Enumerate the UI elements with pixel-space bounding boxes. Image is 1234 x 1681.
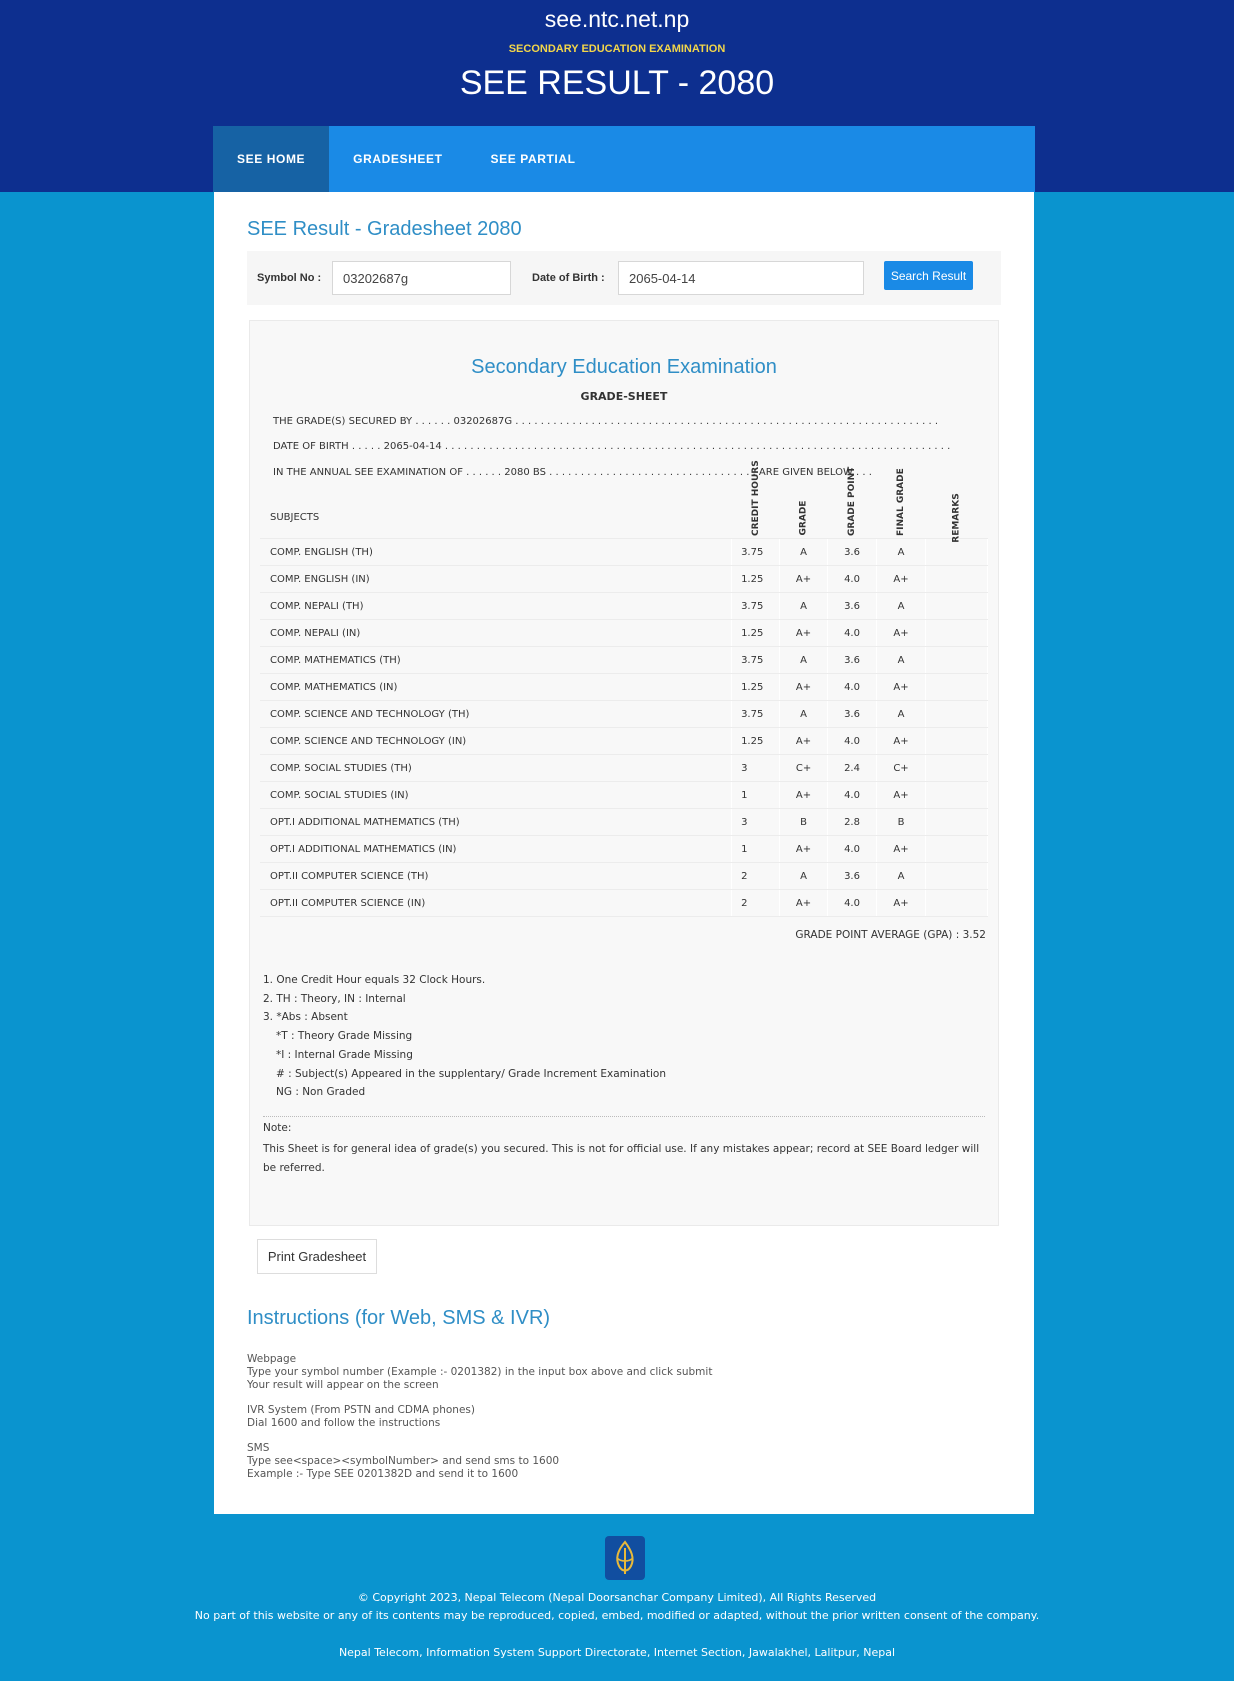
credit-hours-cell: 3 [732, 809, 780, 836]
subject-cell: COMP. MATHEMATICS (TH) [260, 647, 732, 674]
credit-hours-cell: 2 [732, 890, 780, 917]
credit-hours-cell: 2 [732, 863, 780, 890]
table-row [260, 836, 988, 863]
remarks-cell [926, 647, 988, 674]
gradesheet [249, 320, 999, 1226]
remarks-header: REMARKS [951, 492, 962, 543]
table-row [260, 593, 988, 620]
credit-hours-cell: 1.25 [732, 728, 780, 755]
note-item: *I : Internal Grade Missing [276, 1048, 413, 1061]
grade-cell: A+ [780, 674, 828, 701]
divider [263, 1116, 985, 1117]
legend-notes [263, 971, 666, 1102]
note-item: NG : Non Graded [276, 1086, 366, 1099]
credit-hours-cell: 1.25 [732, 566, 780, 593]
page-title: SEE Result - Gradesheet 2080 [247, 218, 522, 240]
table-row [260, 647, 988, 674]
exam-line: IN THE ANNUAL SEE EXAMINATION OF . . . . . . 2080 BS . . . . . . . . . . . . . . . . . . . . . . . . . . . . . . . . . ARE GIVEN BELOW . . . [273, 467, 872, 478]
subject-cell: OPT.II COMPUTER SCIENCE (TH) [260, 863, 732, 890]
disclaimer-note: This Sheet is for general idea of grade(s) you secured. This is not for official use. If any mistakes appear; record at SEE Board ledger will be referred. [263, 1143, 980, 1174]
instruction-line: IVR System (From PSTN and CDMA phones) [247, 1404, 475, 1416]
subject-cell: OPT.I ADDITIONAL MATHEMATICS (IN) [260, 836, 732, 863]
site-title: SEE RESULT - 2080 [459, 64, 775, 102]
col-grade-point [828, 466, 877, 539]
remarks-cell [926, 566, 988, 593]
grade-point-cell: 3.6 [828, 539, 877, 566]
remarks-cell [926, 890, 988, 917]
note-item: 2. TH : Theory, IN : Internal [263, 992, 406, 1005]
credit-hours-cell: 3 [732, 755, 780, 782]
grade-cell: B [780, 809, 828, 836]
site-subtitle: SECONDARY EDUCATION EXAMINATION [508, 43, 726, 55]
subject-cell: COMP. SOCIAL STUDIES (TH) [260, 755, 732, 782]
instruction-line: Dial 1600 and follow the instructions [247, 1417, 441, 1429]
credit-hours-cell: 1.25 [732, 674, 780, 701]
final-grade-cell: C+ [877, 755, 926, 782]
col-final-grade [877, 467, 926, 539]
remarks-cell [926, 728, 988, 755]
remarks-cell [926, 836, 988, 863]
final-grade-cell: A+ [877, 782, 926, 809]
final-grade-cell: A [877, 863, 926, 890]
footer-address: Nepal Telecom, Information System Support Directorate, Internet Section, Jawalakhel, Lalitpur, Nepal [338, 1646, 896, 1659]
final-grade-cell: A+ [877, 674, 926, 701]
grade-point-cell: 3.6 [828, 593, 877, 620]
grade-point-cell: 3.6 [828, 647, 877, 674]
print-gradesheet-button[interactable]: Print Gradesheet [257, 1239, 377, 1274]
final-grade-cell: A [877, 701, 926, 728]
grade-cell: A+ [780, 782, 828, 809]
grade-point-cell: 4.0 [828, 566, 877, 593]
subject-cell: COMP. SOCIAL STUDIES (IN) [260, 782, 732, 809]
credit-hours-cell: 1.25 [732, 620, 780, 647]
table-row [260, 728, 988, 755]
final-grade-header: FINAL GRADE [896, 467, 906, 536]
gpa-summary: GRADE POINT AVERAGE (GPA) : 3.52 [795, 929, 986, 941]
instruction-line: Your result will appear on the screen [247, 1379, 439, 1391]
ntc-logo-icon [605, 1536, 645, 1580]
grade-point-cell: 4.0 [828, 782, 877, 809]
grade-cell: A [780, 539, 828, 566]
final-grade-cell: A+ [877, 890, 926, 917]
table-row [260, 539, 988, 566]
final-grade-cell: A+ [877, 728, 926, 755]
remarks-cell [926, 782, 988, 809]
note-item: 1. One Credit Hour equals 32 Clock Hours. [263, 974, 486, 986]
instruction-line: Example :- Type SEE 0201382D and send it to 1600 [247, 1468, 519, 1480]
final-grade-cell: A+ [877, 566, 926, 593]
grade-point-cell: 3.6 [828, 701, 877, 728]
credit-hours-cell: 1 [732, 782, 780, 809]
subject-cell: COMP. SCIENCE AND TECHNOLOGY (TH) [260, 701, 732, 728]
table-row [260, 620, 988, 647]
symbol-input[interactable] [332, 261, 511, 295]
credit-hours-cell: 1 [732, 836, 780, 863]
credit-hours-header: CREDIT HOURS [750, 459, 761, 536]
final-grade-cell: A [877, 539, 926, 566]
table-row [260, 863, 988, 890]
final-grade-cell: A [877, 647, 926, 674]
col-credit-hours [732, 459, 780, 539]
nav-see-home[interactable]: SEE HOME [213, 126, 329, 192]
table-row [260, 782, 988, 809]
final-grade-cell: A+ [877, 836, 926, 863]
table-row [260, 755, 988, 782]
grade-point-cell: 4.0 [828, 890, 877, 917]
remarks-cell [926, 755, 988, 782]
grade-cell: A [780, 701, 828, 728]
grade-cell: C+ [780, 755, 828, 782]
credit-hours-cell: 3.75 [732, 539, 780, 566]
dob-label: Date of Birth : [532, 272, 605, 284]
grade-cell: A+ [780, 728, 828, 755]
nav-see-partial[interactable]: SEE PARTIAL [490, 152, 576, 166]
instructions-web [247, 1353, 712, 1392]
final-grade-cell: A+ [877, 620, 926, 647]
grade-point-cell: 4.0 [828, 674, 877, 701]
grade-point-cell: 4.0 [828, 836, 877, 863]
grade-cell: A [780, 863, 828, 890]
dob-input[interactable] [618, 261, 864, 295]
main-nav [213, 126, 1035, 192]
dob-line: DATE OF BIRTH . . . . . 2065-04-14 . . . . . . . . . . . . . . . . . . . . . . . . . . . . . . . . . . . . . . . . . . . . . . . . . . . . . . . . . . . . . . . . . . . . . . . . . . . . . . . . [273, 441, 951, 452]
grade-point-header: GRADE POINT [847, 466, 858, 536]
footer-disclaimer: No part of this website or any of its contents may be reproduced, copied, embed, modified or adapted, without the prior written consent of the company. [194, 1609, 1040, 1622]
credit-hours-cell: 3.75 [732, 701, 780, 728]
subject-cell: COMP. NEPALI (IN) [260, 620, 732, 647]
col-subjects: SUBJECTS [260, 496, 732, 539]
remarks-cell [926, 674, 988, 701]
table-row [260, 674, 988, 701]
grade-cell: A+ [780, 566, 828, 593]
instructions-sms [247, 1442, 559, 1481]
nav-gradesheet[interactable]: GRADESHEET [353, 152, 443, 166]
note-item: *T : Theory Grade Missing [276, 1030, 413, 1043]
col-grade [780, 496, 828, 539]
subject-cell: COMP. NEPALI (TH) [260, 593, 732, 620]
footer-copyright: © Copyright 2023, Nepal Telecom (Nepal Doorsanchar Company Limited), All Rights Reserved [357, 1591, 877, 1604]
secured-by-line: THE GRADE(S) SECURED BY . . . . . . 03202687G . . . . . . . . . . . . . . . . . . . . . . . . . . . . . . . . . . . . . . . . . . . . . . . . . . . . . . . . . . . . . . . . . . . [273, 416, 939, 427]
symbol-label: Symbol No : [257, 272, 322, 284]
note-label: Note: [263, 1122, 292, 1134]
subject-cell: COMP. ENGLISH (IN) [260, 566, 732, 593]
grade-point-cell: 4.0 [828, 728, 877, 755]
remarks-cell [926, 620, 988, 647]
grade-cell: A [780, 647, 828, 674]
final-grade-cell: A [877, 593, 926, 620]
gradesheet-subtitle: GRADE-SHEET [580, 390, 668, 403]
table-header-row [260, 496, 988, 539]
instructions-title: Instructions (for Web, SMS & IVR) [247, 1307, 551, 1329]
grade-cell: A+ [780, 890, 828, 917]
grade-point-cell: 2.8 [828, 809, 877, 836]
table-row [260, 566, 988, 593]
final-grade-cell: B [877, 809, 926, 836]
subject-cell: COMP. MATHEMATICS (IN) [260, 674, 732, 701]
subject-cell: COMP. ENGLISH (TH) [260, 539, 732, 566]
grade-cell: A+ [780, 836, 828, 863]
remarks-cell [926, 701, 988, 728]
subject-cell: OPT.II COMPUTER SCIENCE (IN) [260, 890, 732, 917]
grade-header: GRADE [798, 500, 809, 535]
instruction-line: Webpage [247, 1353, 297, 1365]
remarks-cell [926, 809, 988, 836]
grade-cell: A [780, 593, 828, 620]
instruction-line: Type see<space><symbolNumber> and send sms to 1600 [247, 1455, 560, 1467]
content-panel [214, 192, 1034, 1514]
search-form [247, 251, 1001, 305]
ntc-logo-graphic [605, 1536, 645, 1580]
credit-hours-cell: 3.75 [732, 647, 780, 674]
site-host: see.ntc.net.np [544, 6, 690, 32]
grade-point-cell: 4.0 [828, 620, 877, 647]
gradesheet-title: Secondary Education Examination [471, 356, 777, 378]
subject-cell: COMP. SCIENCE AND TECHNOLOGY (IN) [260, 728, 732, 755]
note-item: # : Subject(s) Appeared in the supplentary/ Grade Increment Examination [276, 1067, 666, 1080]
col-remarks [926, 492, 988, 543]
remarks-cell [926, 863, 988, 890]
note-item: 3. *Abs : Absent [263, 1011, 348, 1024]
instructions-ivr [247, 1404, 475, 1430]
subject-cell: OPT.I ADDITIONAL MATHEMATICS (TH) [260, 809, 732, 836]
grade-point-cell: 3.6 [828, 863, 877, 890]
credit-hours-cell: 3.75 [732, 593, 780, 620]
instruction-line: Type your symbol number (Example :- 0201382) in the input box above and click submit [247, 1366, 713, 1378]
table-row [260, 809, 988, 836]
grade-cell: A+ [780, 620, 828, 647]
remarks-cell [926, 593, 988, 620]
search-result-button[interactable]: Search Result [884, 261, 973, 290]
table-row [260, 701, 988, 728]
grade-point-cell: 2.4 [828, 755, 877, 782]
instruction-line: SMS [247, 1442, 270, 1454]
table-row [260, 890, 988, 917]
